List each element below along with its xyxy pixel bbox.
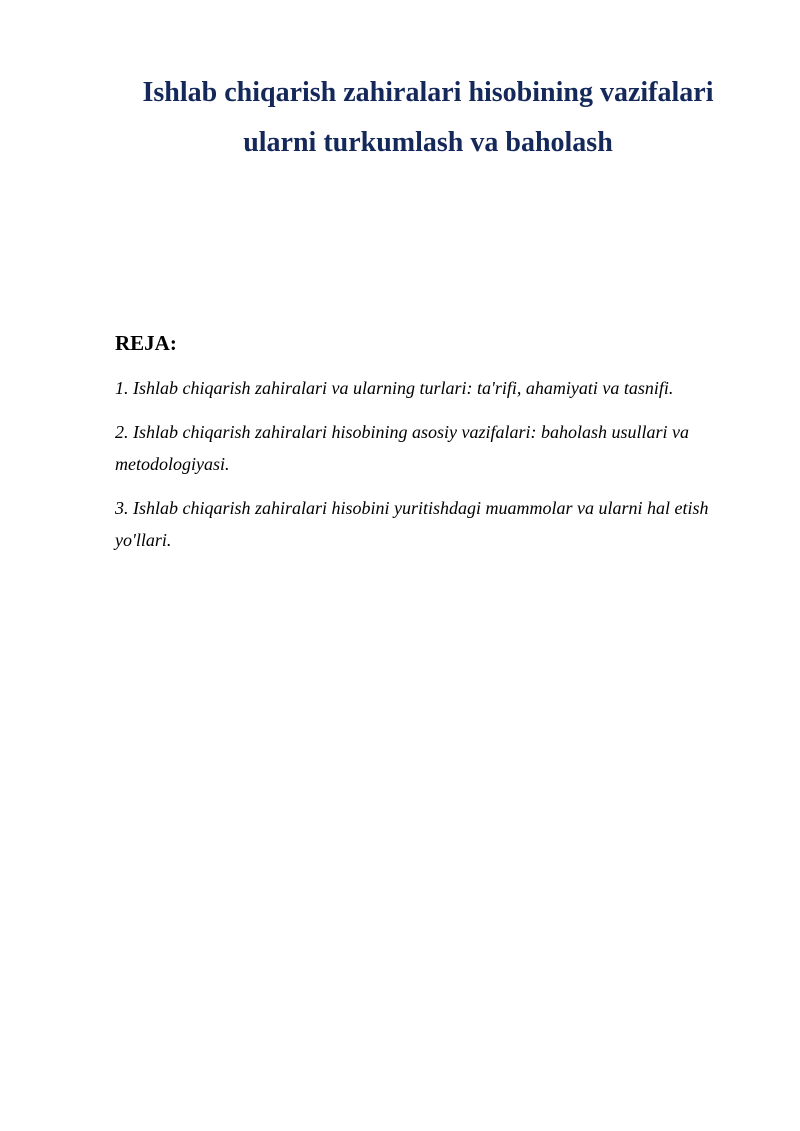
title-line-2: ularni turkumlash va baholash bbox=[243, 127, 613, 158]
plan-heading: REJA: bbox=[115, 331, 177, 355]
plan-list bbox=[115, 372, 745, 568]
plan-item-1: 1. Ishlab chiqarish zahiralari va ularning turlari: ta'rifi, ahamiyati va tasnifi. bbox=[115, 378, 674, 398]
plan-item-2: 2. Ishlab chiqarish zahiralari hisobining asosiy vazifalari: baholash usullari va metodologiyasi. bbox=[115, 422, 690, 474]
document-title bbox=[100, 68, 756, 168]
plan-item-3: 3. Ishlab chiqarish zahiralari hisobini yuritishdagi muammolar va ularni hal etish yo'llari. bbox=[115, 498, 709, 550]
title-line-1: Ishlab chiqarish zahiralari hisobining vazifalari bbox=[142, 77, 714, 108]
